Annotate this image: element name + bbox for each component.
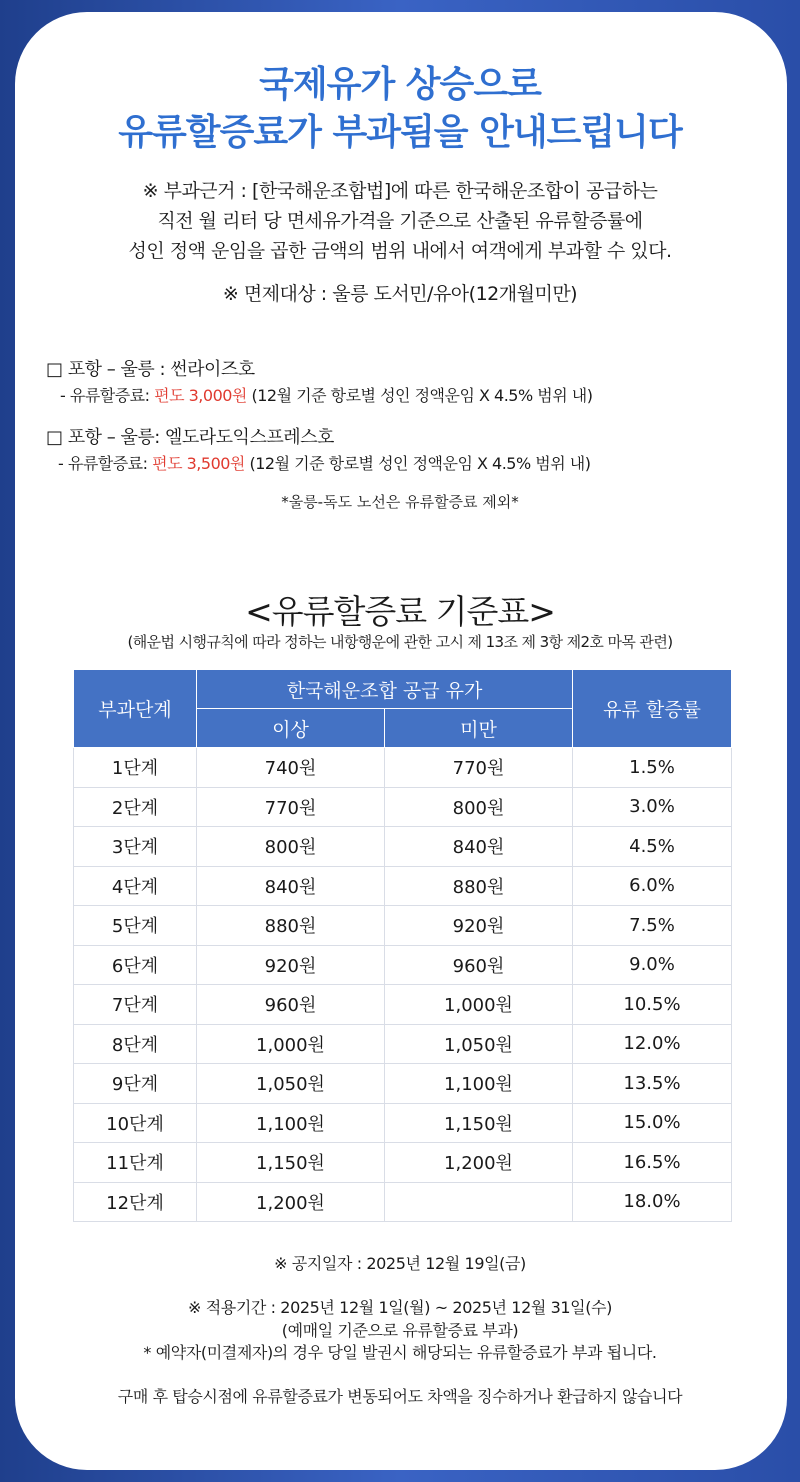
stage-cell: 7단계 [74, 985, 197, 1025]
header-min: 이상 [197, 709, 385, 748]
table-row [74, 985, 732, 1025]
notice-date: ※ 공지일자 : 2025년 12월 19일(금) [274, 1254, 526, 1273]
table-row [74, 1143, 732, 1183]
basis-line1: ※ 부과근거 : [한국해운조합법]에 따른 한국해운조합이 공급하는 [142, 180, 658, 202]
stage-cell: 4단계 [74, 866, 197, 906]
table-row [74, 866, 732, 906]
stage-cell: 3단계 [74, 827, 197, 867]
min-price-cell: 770원 [197, 787, 385, 827]
table-row [74, 748, 732, 788]
surcharge-rate-table [73, 669, 732, 1222]
rate-cell: 7.5% [573, 906, 732, 946]
stage-cell: 10단계 [74, 1103, 197, 1143]
fee-prefix: - 유류할증료: [58, 454, 153, 473]
fee-amount: 편도 3,500원 [152, 454, 245, 473]
max-price-cell: 1,050원 [385, 1024, 573, 1064]
stage-cell: 11단계 [74, 1143, 197, 1183]
min-price-cell: 800원 [197, 827, 385, 867]
application-period: ※ 적용기간 : 2025년 12월 1일(월) ~ 2025년 12월 31일(수) [188, 1298, 612, 1317]
notice-title-line1: 국제유가 상승으로 [259, 64, 541, 105]
table-row [74, 945, 732, 985]
stage-cell: 12단계 [74, 1182, 197, 1222]
fee-prefix: - 유류할증료: [60, 386, 155, 405]
header-max: 미만 [385, 709, 573, 748]
table-row [74, 1182, 732, 1222]
rate-cell: 3.0% [573, 787, 732, 827]
max-price-cell: 1,000원 [385, 985, 573, 1025]
table-row [74, 1024, 732, 1064]
rate-cell: 15.0% [573, 1103, 732, 1143]
min-price-cell: 740원 [197, 748, 385, 788]
table-row [74, 906, 732, 946]
period-note: (예매일 기준으로 유류할증료 부과) [281, 1321, 519, 1340]
min-price-cell: 1,100원 [197, 1103, 385, 1143]
rate-cell: 10.5% [573, 985, 732, 1025]
rate-cell: 16.5% [573, 1143, 732, 1183]
max-price-cell: 1,200원 [385, 1143, 573, 1183]
basis-line2: 직전 월 리터 당 면세유가격을 기준으로 산출된 유류할증률에 [157, 210, 643, 232]
rate-cell: 4.5% [573, 827, 732, 867]
max-price-cell [385, 1182, 573, 1222]
max-price-cell: 770원 [385, 748, 573, 788]
header-stage: 부과단계 [74, 670, 197, 748]
rate-cell: 12.0% [573, 1024, 732, 1064]
table-row [74, 1103, 732, 1143]
stage-cell: 2단계 [74, 787, 197, 827]
max-price-cell: 840원 [385, 827, 573, 867]
stage-cell: 1단계 [74, 748, 197, 788]
header-price-group: 한국해운조합 공급 유가 [197, 670, 573, 709]
max-price-cell: 1,100원 [385, 1064, 573, 1104]
max-price-cell: 800원 [385, 787, 573, 827]
notice-title-line2: 유류할증료가 부과됨을 안내드립니다 [118, 112, 682, 153]
rate-cell: 18.0% [573, 1182, 732, 1222]
refund-note: 구매 후 탑승시점에 유류할증료가 변동되어도 차액을 징수하거나 환급하지 않습니다 [117, 1387, 683, 1406]
route-sunrise-fee [60, 383, 592, 406]
max-price-cell: 960원 [385, 945, 573, 985]
basis-line3: 성인 정액 운임을 곱한 금액의 범위 내에서 여객에게 부과할 수 있다. [128, 240, 672, 262]
fee-amount: 편도 3,000원 [154, 386, 247, 405]
stage-cell: 6단계 [74, 945, 197, 985]
route-eldorado-name: □ 포항 – 울릉: 엘도라도익스프레스호 [46, 427, 334, 448]
max-price-cell: 1,150원 [385, 1103, 573, 1143]
table-subtitle: (해운법 시행규칙에 따라 정하는 내항행운에 관한 고시 제 13조 제 3항 제2호 마목 관련) [127, 633, 673, 651]
table-row [74, 827, 732, 867]
min-price-cell: 1,150원 [197, 1143, 385, 1183]
reservation-note: * 예약자(미결제자)의 경우 당일 발권시 해당되는 유류할증료가 부과 됩니다. [143, 1343, 657, 1362]
fee-suffix: (12월 기준 항로별 성인 정액운임 X 4.5% 범위 내) [244, 454, 591, 473]
min-price-cell: 1,000원 [197, 1024, 385, 1064]
rate-cell: 13.5% [573, 1064, 732, 1104]
min-price-cell: 920원 [197, 945, 385, 985]
route-eldorado-fee [58, 451, 590, 474]
table-row [74, 787, 732, 827]
max-price-cell: 880원 [385, 866, 573, 906]
min-price-cell: 840원 [197, 866, 385, 906]
min-price-cell: 960원 [197, 985, 385, 1025]
surcharge-basis [0, 176, 800, 266]
min-price-cell: 1,050원 [197, 1064, 385, 1104]
fee-suffix: (12월 기준 항로별 성인 정액운임 X 4.5% 범위 내) [246, 386, 593, 405]
dokdo-exclusion-note: *울릉-독도 노선은 유류할증료 제외* [281, 493, 519, 511]
stage-cell: 9단계 [74, 1064, 197, 1104]
exemption-text: ※ 면제대상 : 울릉 도서민/유아(12개월미만) [222, 283, 578, 305]
header-rate: 유류 할증률 [573, 670, 732, 748]
rate-cell: 6.0% [573, 866, 732, 906]
table-title: <유류할증료 기준표> [245, 592, 555, 631]
stage-cell: 5단계 [74, 906, 197, 946]
max-price-cell: 920원 [385, 906, 573, 946]
stage-cell: 8단계 [74, 1024, 197, 1064]
min-price-cell: 1,200원 [197, 1182, 385, 1222]
rate-cell: 1.5% [573, 748, 732, 788]
route-sunrise-name: □ 포항 – 울릉 : 썬라이즈호 [46, 359, 255, 380]
min-price-cell: 880원 [197, 906, 385, 946]
table-row [74, 1064, 732, 1104]
rate-cell: 9.0% [573, 945, 732, 985]
